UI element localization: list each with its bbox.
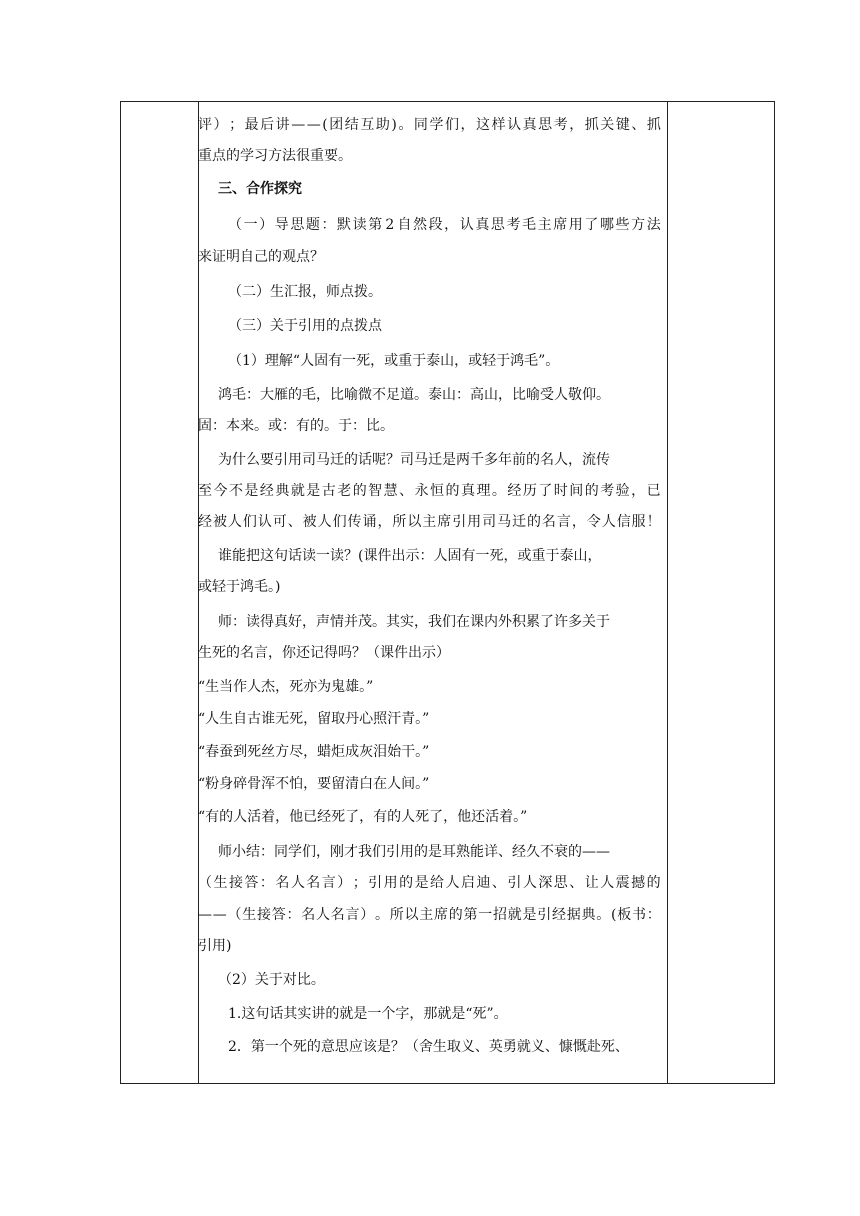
quote-line: “人生自古谁无死，留取丹心照汗青。” <box>198 711 430 727</box>
text-line: 1.这句话其实讲的就是一个字，那就是“死”。 <box>228 1006 508 1022</box>
text-line: 师：读得真好，声情并茂。其实，我们在课内外积累了许多关于 <box>218 614 610 630</box>
text-line: （ 一 ） 导 思 题 ： 默 读 第 2 自 然 段 ， 认 真 思 考 毛 主 席 用 了 哪 些 方 法 <box>228 217 661 233</box>
text-line: （1）理解“人固有一死，或重于泰山，或轻于鸿毛”。 <box>228 353 560 369</box>
text-line: （三）关于引用的点拨点 <box>228 318 382 334</box>
text-line: 至 今 不 是 经 典 就 是 古 老 的 智 慧 、 永 恒 的 真 理 。 经 历 了 时 间 的 考 验 ， 已 <box>198 483 661 499</box>
lesson-plan-table <box>120 101 775 1084</box>
quote-line: “生当作人杰，死亦为鬼雄。” <box>198 679 374 695</box>
quote-line: “春蚕到死丝方尽，蜡炬成灰泪始干。” <box>198 744 430 760</box>
text-line: 重点的学习方法很重要。 <box>198 148 352 164</box>
text-line: 评 ） ； 最 后 讲 — — ( 团 结 互 助 ) 。 同 学 们 ， 这 样 认 真 思 考 ， 抓 关 键 、 抓 <box>198 117 661 133</box>
text-line: 或轻于鸿毛。) <box>198 579 281 595</box>
text-line: （2）关于对比。 <box>218 972 325 988</box>
text-line: （二）生汇报，师点拨。 <box>228 284 382 300</box>
column-divider-right <box>667 102 668 1083</box>
text-line: 引用) <box>198 938 232 954</box>
text-line: 谁能把这句话读一读？(课件出示：人固有一死，或重于泰山， <box>218 548 602 564</box>
text-line: 鸿毛：大雁的毛，比喻微不足道。泰山：高山，比喻受人敬仰。 <box>218 387 610 403</box>
quote-line: “粉身碎骨浑不怕，要留清白在人间。” <box>198 776 430 792</box>
text-line: 师小结：同学们，刚才我们引用的是耳熟能详、经久不衰的—— <box>218 844 610 860</box>
text-line: 生死的名言，你还记得吗？（课件出示） <box>198 645 450 661</box>
text-line: 经 被 人 们 认 可 、 被 人 们 传 诵 ， 所 以 主 席 引 用 司 马 迁 的 名 言 ， 令 人 信 服 ！ <box>198 514 661 530</box>
section-heading: 三、合作探究 <box>218 181 302 197</box>
text-line: 2．第一个死的意思应该是？（舍生取义、英勇就义、慷慨赴死、 <box>228 1039 629 1055</box>
text-line: 为什么要引用司马迁的话呢？司马迁是两千多年前的名人，流传 <box>218 452 610 468</box>
quote-line: “有的人活着，他已经死了，有的人死了，他还活着。” <box>198 809 528 825</box>
text-line: （ 生 接 答 ： 名 人 名 言 ） ； 引 用 的 是 给 人 启 迪 、 引 人 深 思 、 让 人 震 撼 的 <box>198 875 661 891</box>
text-line: — — （ 生 接 答 ： 名 人 名 言 ） 。 所 以 主 席 的 第 一 招 就 是 引 经 据 典 。 ( 板 书 ： <box>198 907 661 923</box>
text-line: 固：本来。或：有的。于：比。 <box>198 418 394 434</box>
text-line: 来证明自己的观点？ <box>198 249 324 265</box>
